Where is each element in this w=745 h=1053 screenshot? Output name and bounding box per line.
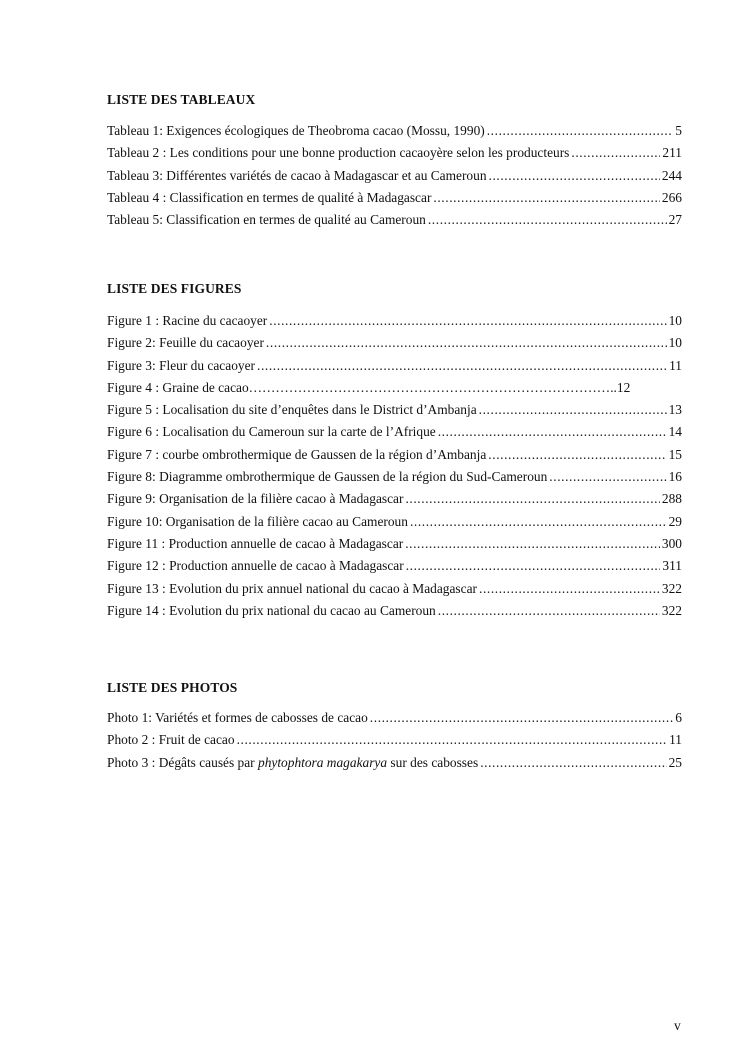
photos-list bbox=[107, 707, 682, 774]
tableaux-list bbox=[107, 120, 682, 231]
page-ref: 244 bbox=[661, 167, 682, 183]
toc-entry-figure-3[interactable]: Figure 3: Fleur du cacaoyer ..... 11 bbox=[107, 355, 682, 377]
toc-entry-tableau-1[interactable]: Tableau 1: Exigences écologiques de Theobroma cacao (Mossu, 1990) ..... 5 bbox=[107, 120, 682, 142]
toc-entry-photo-1[interactable]: Photo 1: Variétés et formes de cabosses de cacao ..... 6 bbox=[107, 707, 682, 729]
page-ref: 10 bbox=[668, 335, 682, 351]
toc-entry-figure-9[interactable]: Figure 9: Organisation de la filière cacao à Madagascar ..... 288 bbox=[107, 488, 682, 510]
toc-entry-figure-2[interactable]: Figure 2: Feuille du cacaoyer ..... 10 bbox=[107, 332, 682, 354]
page-ref: 27 bbox=[668, 212, 682, 228]
page-ref: 300 bbox=[661, 535, 682, 551]
figures-heading: LISTE DES FIGURES bbox=[107, 281, 242, 296]
page-ref: 311 bbox=[662, 558, 682, 574]
toc-entry-figure-7[interactable]: Figure 7 : courbe ombrothermique de Gaussen de la région d’Ambanja ..... 15 bbox=[107, 444, 682, 466]
toc-entry-figure-4[interactable]: Figure 4 : Graine de cacao……………………………………………………………………….. 12 bbox=[107, 377, 682, 399]
toc-entry-photo-3[interactable]: Photo 3 : Dégâts causés par phytophtora magakarya sur des cabosses ..... 25 bbox=[107, 752, 682, 774]
toc-entry-tableau-3[interactable]: Tableau 3: Différentes variétés de cacao à Madagascar et au Cameroun ..... 244 bbox=[107, 165, 682, 187]
species-name: phytophtora magakarya bbox=[258, 754, 388, 770]
photos-heading: LISTE DES PHOTOS bbox=[107, 680, 238, 695]
page-ref: 13 bbox=[668, 402, 682, 418]
page-ref: 11 bbox=[669, 357, 682, 373]
figures-list bbox=[107, 310, 682, 622]
page-ref: 29 bbox=[668, 513, 682, 529]
page-ref: 12 bbox=[616, 379, 631, 395]
toc-entry-figure-13[interactable]: Figure 13 : Evolution du prix annuel national du cacao à Madagascar ..... 322 bbox=[107, 578, 682, 600]
page-ref: 14 bbox=[668, 424, 682, 440]
toc-entry-tableau-4[interactable]: Tableau 4 : Classification en termes de qualité à Madagascar ..... 266 bbox=[107, 187, 682, 209]
toc-entry-figure-10[interactable]: Figure 10: Organisation de la filière cacao au Cameroun ..... 29 bbox=[107, 511, 682, 533]
page-ref: 25 bbox=[668, 754, 682, 770]
page-ref: 16 bbox=[668, 469, 682, 485]
page-ref: 211 bbox=[662, 145, 682, 161]
page-ref: 15 bbox=[668, 446, 682, 462]
page-ref: 5 bbox=[675, 123, 682, 138]
toc-entry-figure-14[interactable]: Figure 14 : Evolution du prix national du cacao au Cameroun ..... 322 bbox=[107, 600, 682, 622]
toc-entry-figure-5[interactable]: Figure 5 : Localisation du site d’enquêtes dans le District d’Ambanja ..... 13 bbox=[107, 399, 682, 421]
page-ref: 10 bbox=[668, 313, 682, 328]
page-ref: 322 bbox=[661, 602, 682, 618]
toc-entry-tableau-2[interactable]: Tableau 2 : Les conditions pour une bonne production cacaoyère selon les producteurs ..... 211 bbox=[107, 142, 682, 164]
toc-entry-figure-1[interactable]: Figure 1 : Racine du cacaoyer ..... 10 bbox=[107, 310, 682, 332]
toc-entry-figure-8[interactable]: Figure 8: Diagramme ombrothermique de Gaussen de la région du Sud-Cameroun ..... 16 bbox=[107, 466, 682, 488]
page-ref: 266 bbox=[661, 189, 682, 205]
page-ref: 11 bbox=[669, 732, 682, 748]
toc-entry-tableau-5[interactable]: Tableau 5: Classification en termes de qualité au Cameroun ..... 27 bbox=[107, 209, 682, 231]
page-number: v bbox=[674, 1018, 681, 1033]
page-ref: 322 bbox=[661, 580, 682, 596]
tableaux-heading: LISTE DES TABLEAUX bbox=[107, 92, 256, 107]
toc-entry-figure-6[interactable]: Figure 6 : Localisation du Cameroun sur la carte de l’Afrique ..... 14 bbox=[107, 421, 682, 443]
page-ref: 6 bbox=[675, 710, 682, 725]
page-ref: 288 bbox=[661, 491, 682, 507]
toc-entry-photo-2[interactable]: Photo 2 : Fruit de cacao ..... 11 bbox=[107, 729, 682, 751]
toc-entry-figure-11[interactable]: Figure 11 : Production annuelle de cacao à Madagascar ..... 300 bbox=[107, 533, 682, 555]
toc-entry-figure-12[interactable]: Figure 12 : Production annuelle de cacao à Madagascar ..... 311 bbox=[107, 555, 682, 577]
